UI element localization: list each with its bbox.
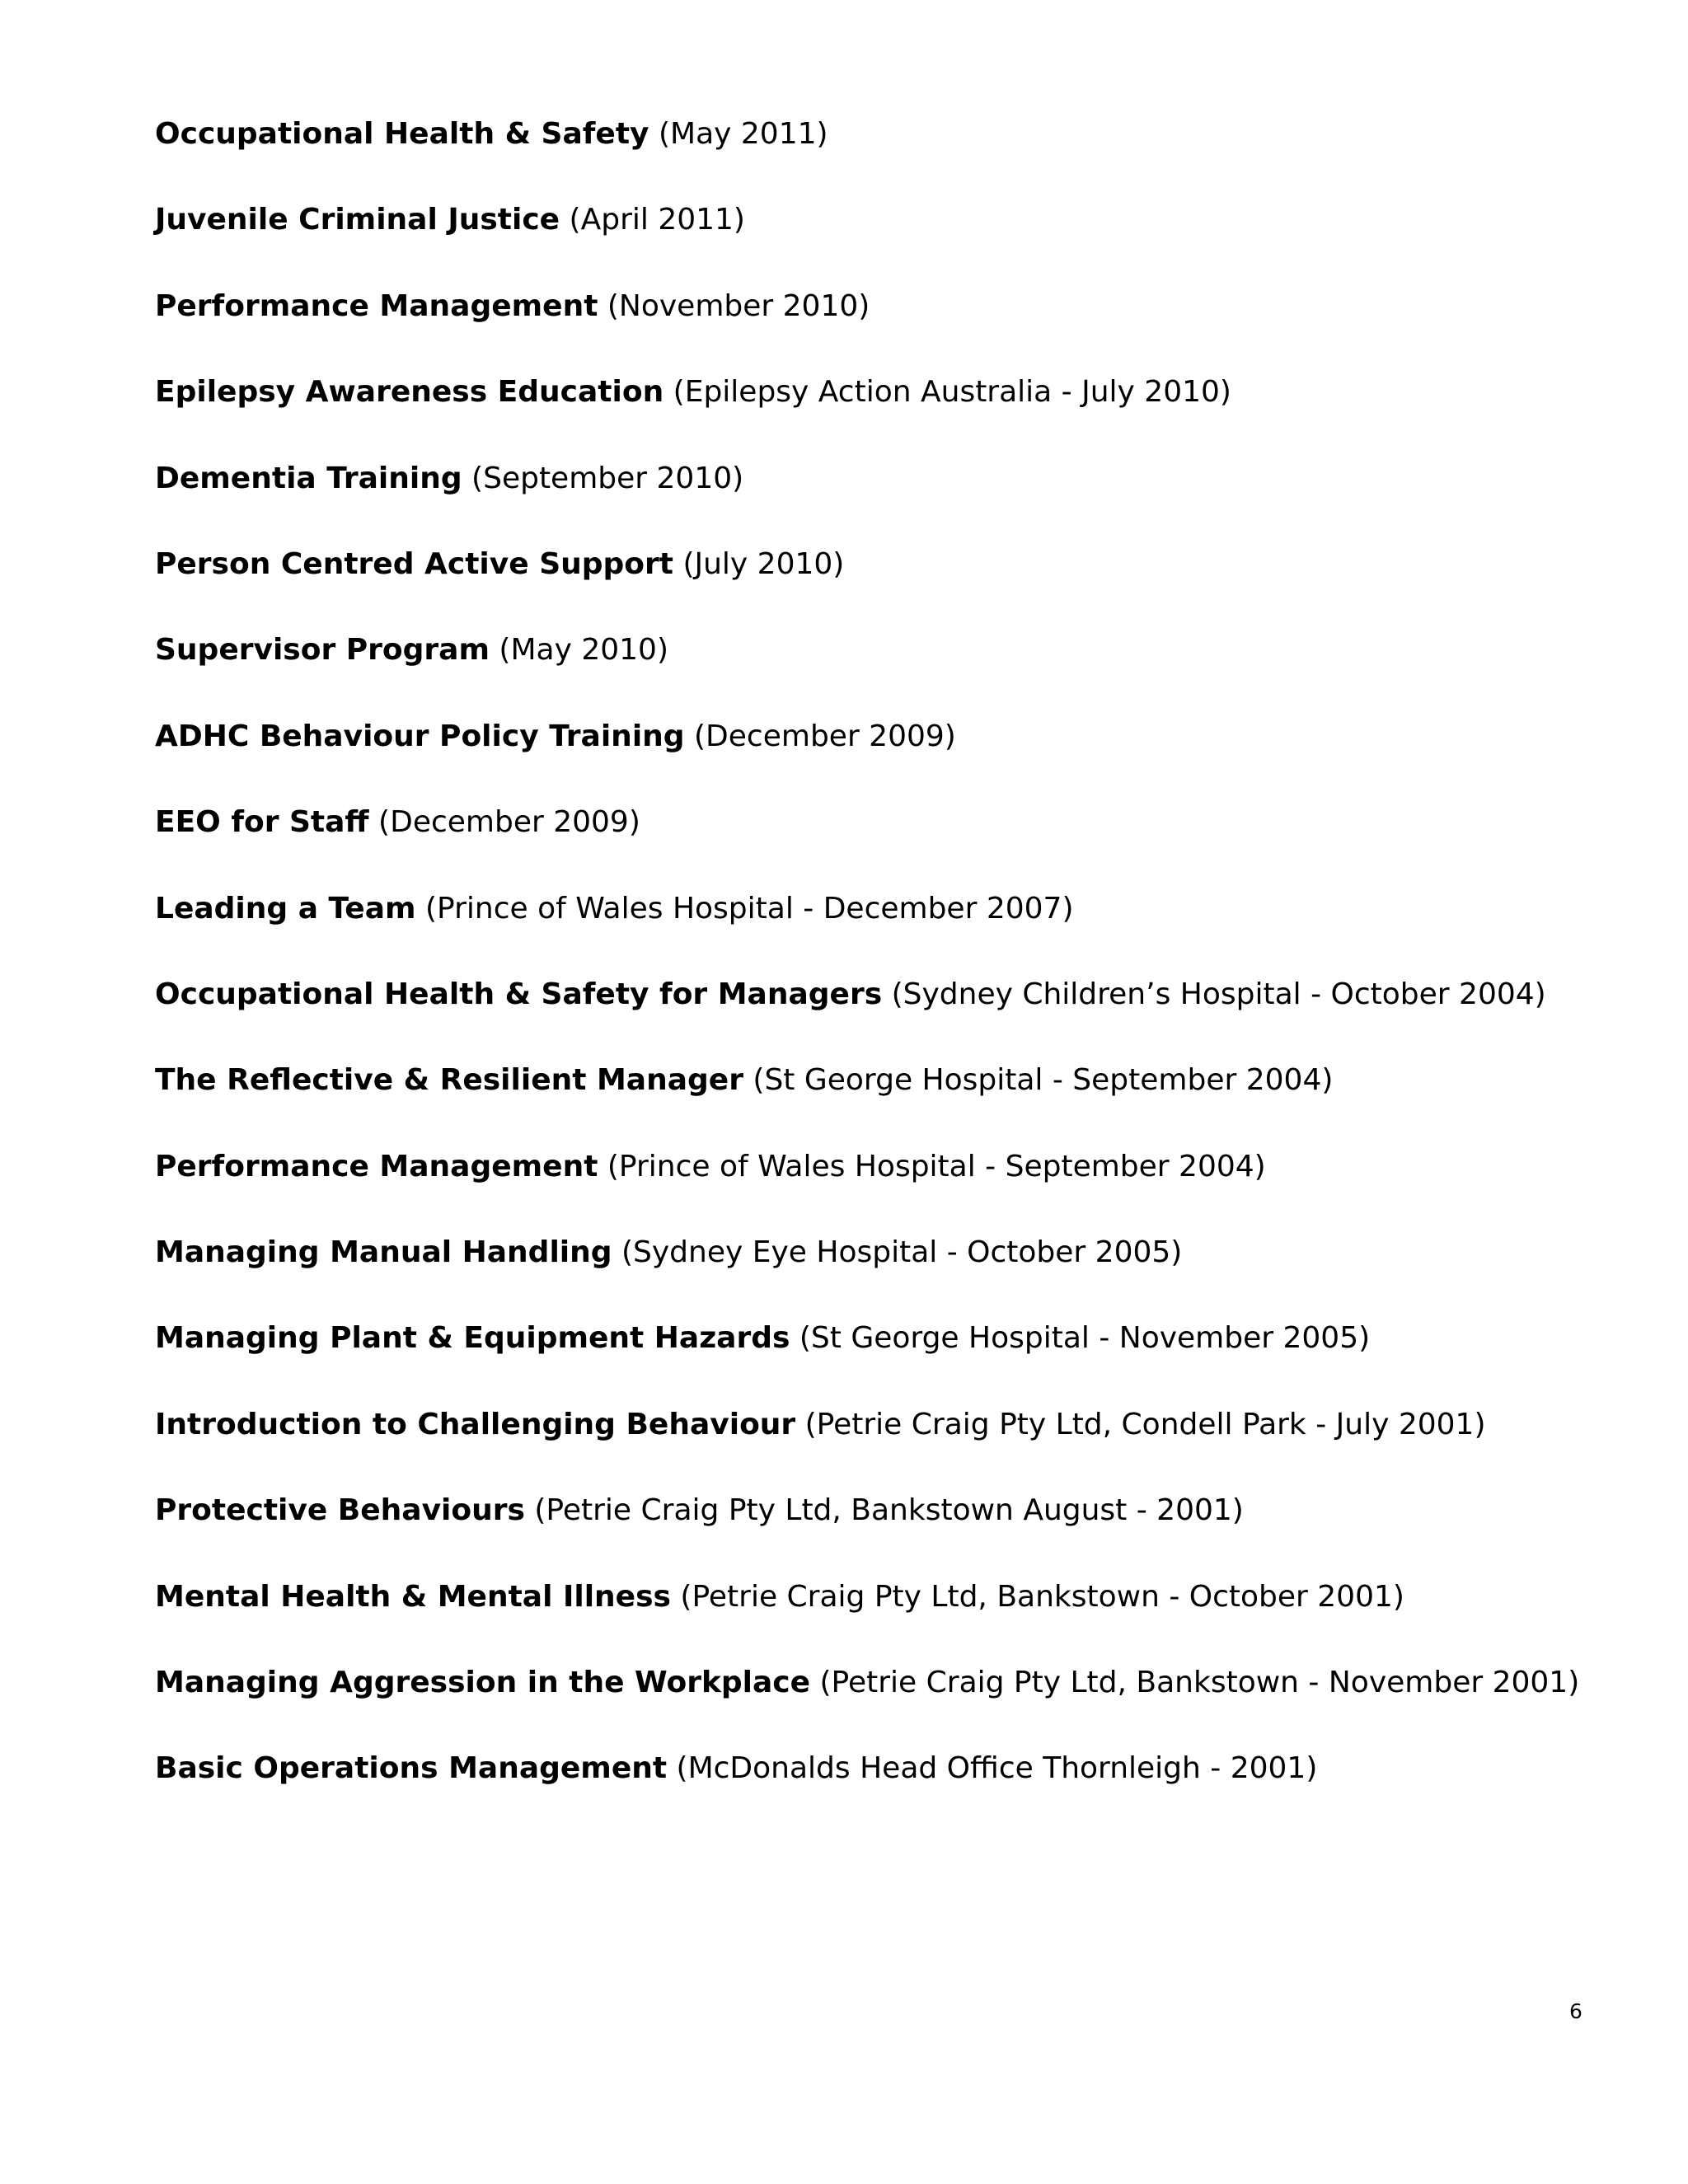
course-detail: (Petrie Craig Pty Ltd, Bankstown - October 2001) bbox=[680, 1579, 1404, 1614]
course-title: Dementia Training bbox=[155, 461, 462, 495]
course-detail: (December 2009) bbox=[378, 805, 640, 840]
course-detail: (April 2011) bbox=[569, 203, 745, 237]
course-detail: (November 2010) bbox=[607, 288, 870, 323]
course-title: Occupational Health & Safety for Managers bbox=[155, 977, 883, 1011]
list-item bbox=[155, 201, 1622, 287]
list-item bbox=[155, 976, 1622, 1062]
course-title: Protective Behaviours bbox=[155, 1493, 525, 1528]
course-detail: (Prince of Wales Hospital - December 2007) bbox=[424, 891, 1074, 926]
list-item bbox=[155, 1148, 1622, 1234]
course-detail: (St George Hospital - November 2005) bbox=[799, 1321, 1371, 1356]
course-detail: (St George Hospital - September 2004) bbox=[753, 1063, 1334, 1098]
course-title: ADHC Behaviour Policy Training bbox=[155, 719, 685, 753]
course-title: Juvenile Criminal Justice bbox=[155, 203, 560, 237]
course-title: Introduction to Challenging Behaviour bbox=[155, 1407, 796, 1441]
course-title: EEO for Staff bbox=[155, 805, 369, 840]
course-detail: (Prince of Wales Hospital - September 2004) bbox=[607, 1149, 1266, 1183]
list-item bbox=[155, 1062, 1622, 1147]
course-detail: (Epilepsy Action Australia - July 2010) bbox=[673, 375, 1231, 410]
list-item bbox=[155, 890, 1622, 976]
course-detail: (May 2010) bbox=[499, 633, 668, 668]
course-detail: (Petrie Craig Pty Ltd, Bankstown August - 2001) bbox=[534, 1493, 1244, 1528]
list-item bbox=[155, 1406, 1622, 1492]
list-item bbox=[155, 1319, 1622, 1405]
list-item bbox=[155, 1492, 1622, 1577]
course-detail: (May 2011) bbox=[658, 117, 828, 151]
course-title: Basic Operations Management bbox=[155, 1751, 668, 1786]
course-title: Mental Health & Mental Illness bbox=[155, 1579, 671, 1614]
list-item bbox=[155, 804, 1622, 889]
course-title: Epilepsy Awareness Education bbox=[155, 375, 664, 410]
list-item bbox=[155, 1578, 1622, 1664]
list-item bbox=[155, 115, 1622, 201]
list-item bbox=[155, 1234, 1622, 1319]
list-item bbox=[155, 718, 1622, 804]
course-detail: (July 2010) bbox=[682, 546, 845, 581]
course-detail: (McDonalds Head Office Thornleigh - 2001) bbox=[676, 1751, 1318, 1786]
course-title: Leading a Team bbox=[155, 891, 416, 926]
list-item bbox=[155, 288, 1622, 373]
course-detail: (Sydney Children’s Hospital - October 2004) bbox=[891, 977, 1546, 1011]
course-detail: (September 2010) bbox=[471, 461, 744, 495]
list-item bbox=[155, 373, 1622, 459]
course-detail: (December 2009) bbox=[694, 719, 956, 753]
course-title: Occupational Health & Safety bbox=[155, 117, 649, 151]
course-title: Managing Plant & Equipment Hazards bbox=[155, 1321, 790, 1356]
list-item bbox=[155, 1750, 1622, 1835]
course-title: Managing Manual Handling bbox=[155, 1235, 612, 1270]
training-list bbox=[155, 115, 1622, 1836]
list-item bbox=[155, 1664, 1622, 1750]
course-detail: (Petrie Craig Pty Ltd, Condell Park - July 2001) bbox=[804, 1407, 1486, 1441]
course-detail: (Sydney Eye Hospital - October 2005) bbox=[621, 1235, 1183, 1270]
course-title: Person Centred Active Support bbox=[155, 546, 673, 581]
list-item bbox=[155, 546, 1622, 631]
list-item bbox=[155, 631, 1622, 717]
course-detail: (Petrie Craig Pty Ltd, Bankstown - November 2001) bbox=[819, 1666, 1580, 1700]
course-title: Performance Management bbox=[155, 288, 598, 323]
course-title: Managing Aggression in the Workplace bbox=[155, 1666, 811, 1700]
course-title: Performance Management bbox=[155, 1149, 598, 1183]
course-title: The Reflective & Resilient Manager bbox=[155, 1063, 743, 1098]
course-title: Supervisor Program bbox=[155, 633, 490, 668]
page-number: 6 bbox=[1569, 1999, 1582, 2023]
list-item bbox=[155, 460, 1622, 546]
